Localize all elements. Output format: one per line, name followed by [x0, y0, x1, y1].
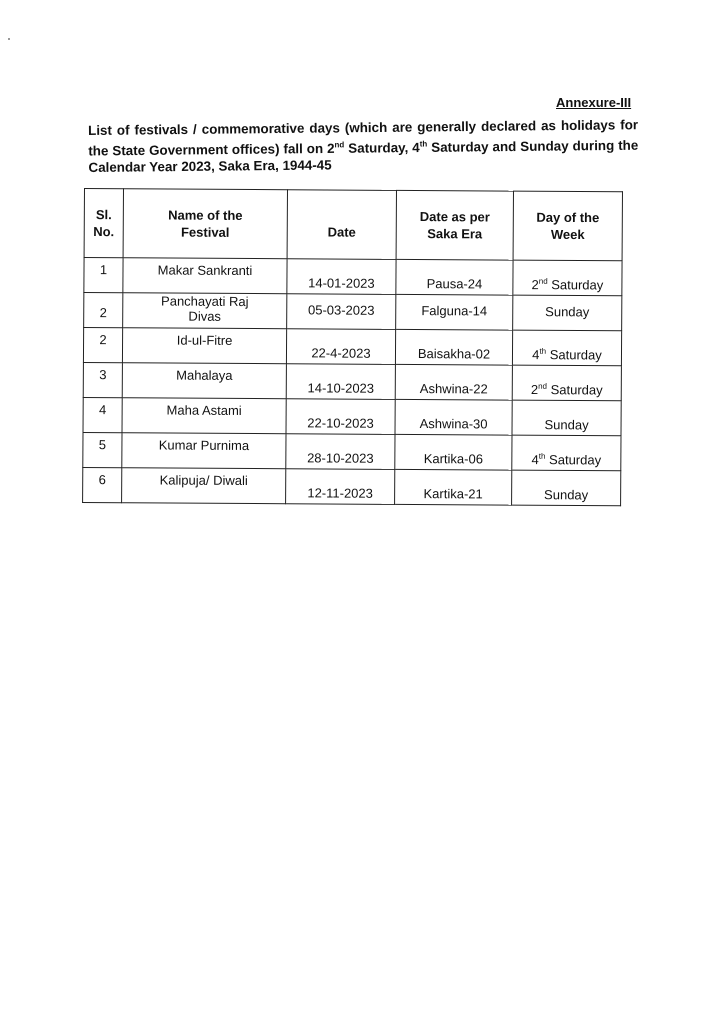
festival-name: Panchayati Raj Divas: [161, 293, 249, 324]
sl-no-cell: 2: [83, 328, 122, 363]
festival-name: Mahalaya: [176, 367, 233, 383]
header-day: Day of the Week: [513, 191, 622, 261]
title-sup: nd: [334, 140, 345, 150]
festival-name-cell: [122, 398, 286, 434]
saka-date-cell: Kartika-21: [395, 469, 512, 505]
festival-name: Id-ul-Fitre: [176, 332, 233, 348]
table-header-row: [84, 189, 622, 261]
day-cell: Sunday: [512, 400, 621, 436]
table-row: [83, 328, 621, 366]
sl-no-cell: 4: [83, 397, 122, 432]
sl-no-cell: 5: [83, 432, 122, 467]
festival-name: Kumar Purnima: [158, 437, 250, 454]
saka-date-cell: Falguna-14: [396, 294, 513, 330]
date-cell: 12-11-2023: [286, 469, 395, 505]
table-row: [84, 293, 622, 331]
saka-date-cell: Ashwina-30: [395, 399, 512, 435]
table-row: [83, 432, 621, 470]
header-date: Date: [287, 190, 396, 260]
header-festival-name: Name of the Festival: [123, 189, 287, 259]
header-sl-no: Sl. No.: [84, 189, 123, 258]
festival-name-cell: [123, 293, 287, 329]
festival-name-cell: [122, 433, 286, 469]
day-cell: Sunday: [513, 295, 622, 331]
date-cell: 05-03-2023: [287, 294, 396, 330]
date-cell: 22-10-2023: [286, 399, 395, 435]
sl-no-cell: 3: [83, 362, 122, 397]
festival-name-cell: [122, 363, 286, 399]
saka-date-cell: Kartika-06: [395, 434, 512, 470]
header-saka-date: Date as per Saka Era: [396, 190, 513, 260]
title-text: Saturday and Sunday during the Calendar Year 2023, Saka Era, 1944-45: [88, 137, 639, 176]
festival-name: Kalipuja/ Diwali: [159, 472, 248, 489]
title-text: List of festivals / commemorative days (which are generally declared as holidays for the State Government offices) fall on 2: [88, 117, 639, 159]
festival-name: Maha Astami: [166, 402, 242, 418]
festival-name-cell: [122, 328, 286, 364]
saka-date-cell: Pausa-24: [396, 259, 513, 295]
sl-no-cell: 1: [84, 258, 123, 293]
date-cell: 14-01-2023: [287, 259, 396, 295]
festival-name-cell: [123, 258, 287, 294]
sl-no-cell: 2: [84, 293, 123, 328]
table-row: [84, 258, 622, 296]
date-cell: 28-10-2023: [286, 434, 395, 470]
table-row: [83, 467, 621, 505]
table-row: [83, 362, 621, 400]
day-cell: 2nd Saturday: [513, 260, 622, 296]
scan-speck: [8, 38, 10, 40]
day-cell: 4th Saturday: [512, 330, 621, 366]
festival-name-cell: [122, 468, 286, 504]
title-sup: th: [419, 139, 428, 149]
document-title: [88, 116, 639, 176]
date-cell: 22-4-2023: [286, 329, 395, 365]
day-cell: Sunday: [512, 470, 621, 506]
saka-date-cell: Baisakha-02: [395, 329, 512, 365]
festival-table: [82, 188, 623, 506]
title-text: Saturday, 4: [344, 139, 420, 156]
festival-name: Makar Sankranti: [157, 262, 253, 279]
date-cell: 14-10-2023: [286, 364, 395, 400]
annexure-label: Annexure-III: [556, 95, 632, 110]
saka-date-cell: Ashwina-22: [395, 364, 512, 400]
sl-no-cell: 6: [83, 467, 122, 502]
day-cell: 2nd Saturday: [512, 365, 621, 401]
table-row: [83, 397, 621, 435]
day-cell: 4th Saturday: [512, 435, 621, 471]
